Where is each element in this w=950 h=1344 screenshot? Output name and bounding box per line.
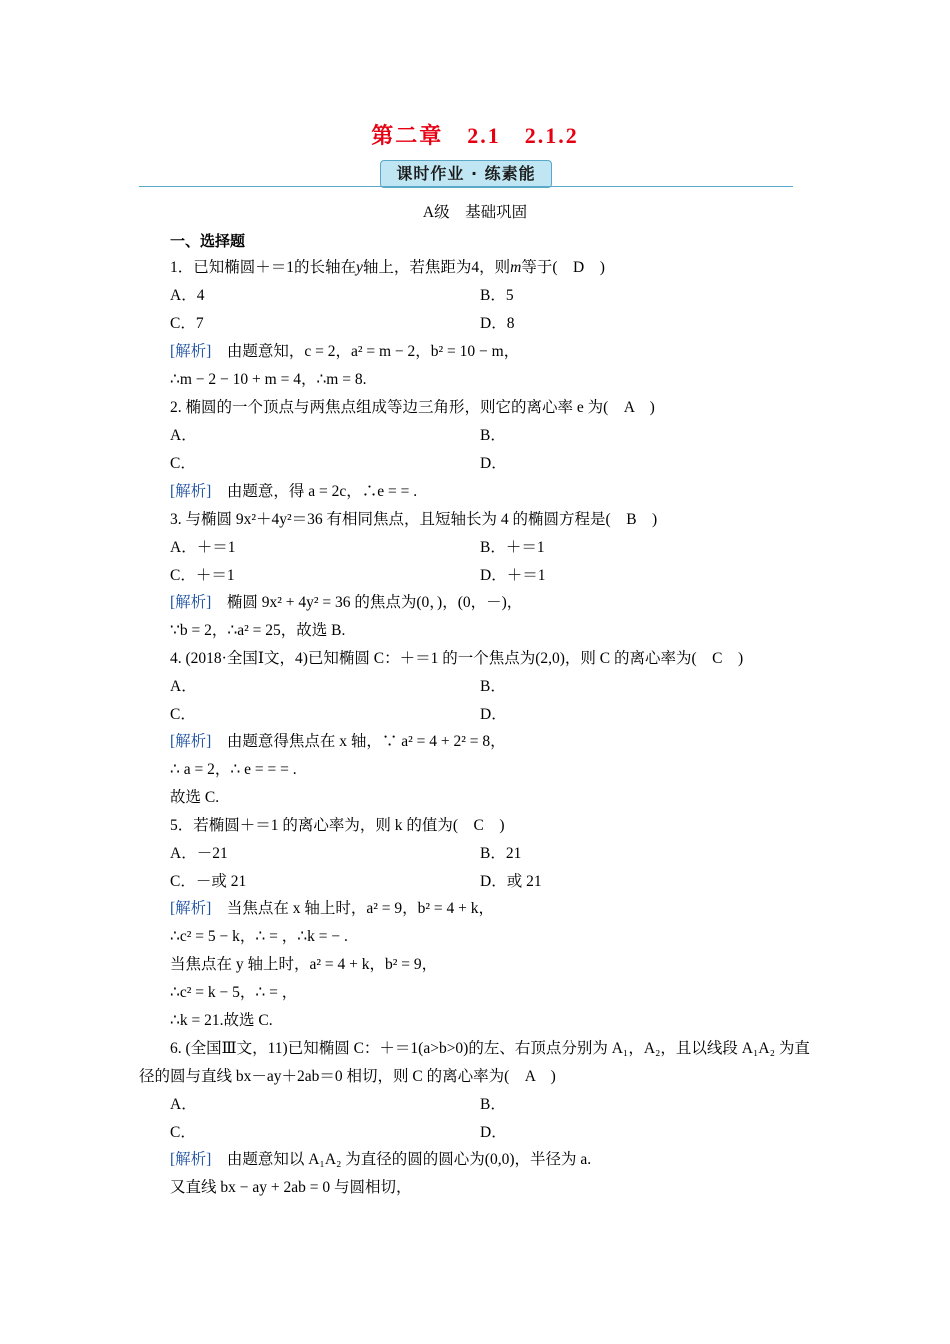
q2-option-c: C． (170, 455, 196, 472)
q4-option-a: A． (170, 678, 197, 695)
q5-option-d: D．或 21 (480, 873, 542, 890)
q6-solution-line-2: 又直线 bx − ay + 2ab = 0 与圆相切， (170, 1179, 412, 1196)
q5-solution-line-1: [解析] 当焦点在 x 轴上时，a² = 9，b² = 4 + k， (170, 900, 494, 917)
q5-solution-line-4: ∴c² = k − 5，∴ = ， (170, 984, 298, 1001)
q5-solution-line-5: ∴k = 21.故选 C. (170, 1012, 273, 1029)
q3-option-b: B．＋＝1 (480, 539, 545, 556)
chapter-title: 第二章 2.1 2.1.2 (371, 123, 579, 148)
q1-solution-line-2: ∴m − 2 − 10 + m = 4，∴m = 8. (170, 371, 367, 388)
header-divider (139, 186, 793, 187)
q2-option-b: B． (480, 427, 506, 444)
question-6-stem-line-2: 径的圆与直线 bx－ay＋2ab＝0 相切，则 C 的离心率为( A ) (139, 1068, 556, 1085)
q6-option-b: B． (480, 1096, 506, 1113)
q4-option-d: D． (480, 706, 507, 723)
question-5-stem: 5．若椭圆＋＝1 的离心率为，则 k 的值为( C ) (170, 817, 505, 834)
q4-solution-line-1: [解析] 由题意得焦点在 x 轴，∵ a² = 4 + 2² = 8， (170, 733, 506, 750)
q5-solution-line-2: ∴c² = 5 − k，∴ = ，∴k = − . (170, 928, 348, 945)
q5-option-b: B．21 (480, 845, 522, 862)
q2-option-a: A． (170, 427, 197, 444)
solution-tag: [解析] (170, 1151, 212, 1168)
question-3-stem: 3. 与椭圆 9x²＋4y²＝36 有相同焦点，且短轴长为 4 的椭圆方程是( B ) (170, 511, 658, 528)
q3-option-c: C．＋＝1 (170, 567, 235, 584)
q5-option-c: C．－或 21 (170, 873, 247, 890)
q4-solution-line-3: 故选 C. (170, 789, 220, 806)
question-6-stem-line-1: 6. (全国Ⅲ文，11)已知椭圆 C：＋＝1(a>b>0)的左、右顶点分别为 A₁，A₂，且以线段 A₁A₂ 为直 (170, 1040, 810, 1057)
q6-solution-line-1: [解析] 由题意知以 A₁A₂ 为直径的圆的圆心为(0,0)，半径为 a. (170, 1151, 592, 1168)
q6-option-c: C． (170, 1124, 196, 1141)
q1-option-c: C．7 (170, 315, 204, 332)
q5-solution-line-3: 当焦点在 y 轴上时，a² = 4 + k，b² = 9， (170, 956, 438, 973)
q3-solution-line-2: ∵b = 2，∴a² = 25，故选 B. (170, 622, 346, 639)
question-4-stem: 4. (2018·全国Ⅰ文，4)已知椭圆 C：＋＝1 的一个焦点为(2,0)，则 C 的离心率为( C ) (170, 650, 744, 667)
solution-tag: [解析] (170, 900, 212, 917)
q4-option-b: B． (480, 678, 506, 695)
solution-tag: [解析] (170, 594, 212, 611)
solution-tag: [解析] (170, 483, 212, 500)
q3-option-a: A．＋＝1 (170, 539, 236, 556)
q1-option-a: A．4 (170, 287, 205, 304)
q1-option-b: B．5 (480, 287, 514, 304)
q4-solution-line-2: ∴ a = 2，∴ e = = = . (170, 761, 297, 778)
solution-tag: [解析] (170, 343, 212, 360)
q1-solution-line-1: [解析] 由题意知，c = 2，a² = m − 2，b² = 10 − m， (170, 343, 520, 360)
question-2-stem: 2. 椭圆的一个顶点与两焦点组成等边三角形，则它的离心率 e 为( A ) (170, 399, 655, 416)
solution-tag: [解析] (170, 733, 212, 750)
q2-option-d: D． (480, 455, 507, 472)
q5-option-a: A．－21 (170, 845, 228, 862)
question-1-stem: 1．已知椭圆＋＝1的长轴在y轴上，若焦距为4，则m等于( D ) (170, 259, 605, 276)
q1-option-d: D．8 (480, 315, 515, 332)
homework-banner: 课时作业 · 练素能 (380, 160, 552, 188)
q3-solution-line-1: [解析] 椭圆 9x² + 4y² = 36 的焦点为(0，)，(0，－)， (170, 594, 523, 611)
section-heading: 一、选择题 (170, 232, 246, 250)
q2-solution-line-1: [解析] 由题意，得 a = 2c，∴e = = . (170, 483, 418, 500)
q4-option-c: C． (170, 706, 196, 723)
level-heading: A级 基础巩固 (422, 204, 528, 221)
q3-option-d: D．＋＝1 (480, 567, 546, 584)
q6-option-d: D． (480, 1124, 507, 1141)
q6-option-a: A． (170, 1096, 197, 1113)
